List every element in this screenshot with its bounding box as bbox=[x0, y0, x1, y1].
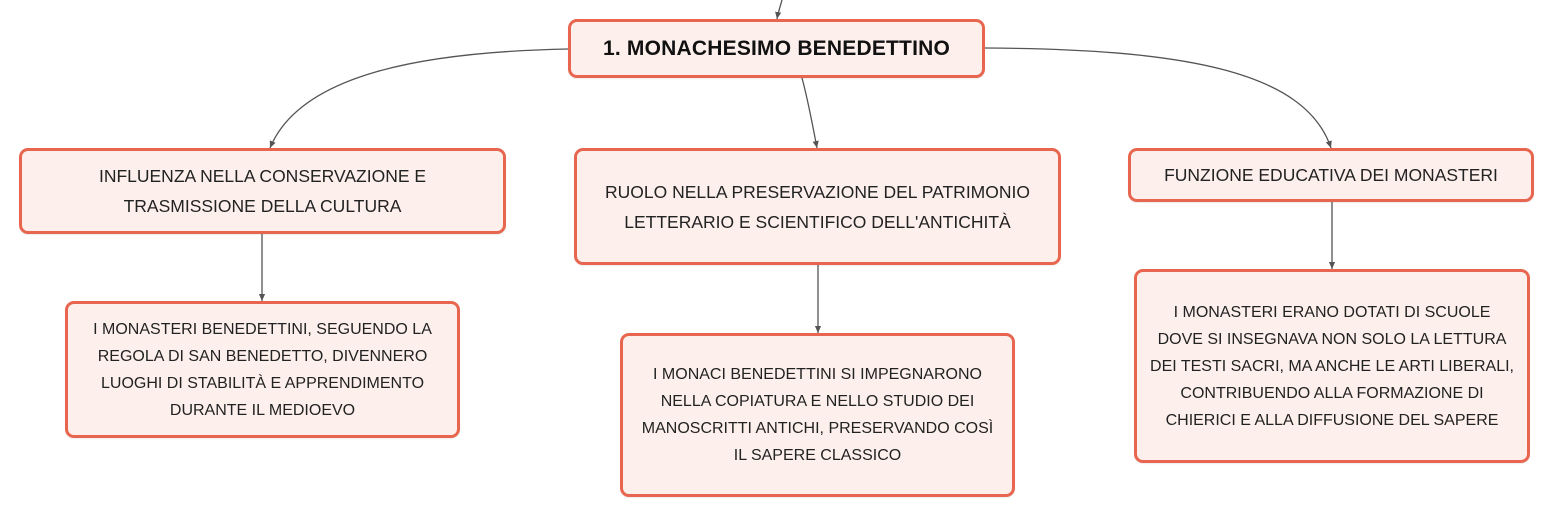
detail-text-line: MANOSCRITTI ANTICHI, PRESERVANDO COSÌ bbox=[641, 420, 994, 437]
connector-root-to-branch-2 bbox=[802, 78, 817, 148]
detail-text-line: LUOGHI DI STABILITÀ E APPRENDIMENTO bbox=[100, 374, 425, 392]
branch-label-line: RUOLO NELLA PRESERVAZIONE DEL PATRIMONIO bbox=[605, 181, 1030, 202]
branch-label-line: LETTERARIO E SCIENTIFICO DELL'ANTICHITÀ bbox=[624, 211, 1011, 232]
detail-text-line: CONTRIBUENDO ALLA FORMAZIONE DI bbox=[1180, 384, 1484, 402]
detail-text-line: IL SAPERE CLASSICO bbox=[733, 447, 902, 464]
branch-node-conservazione[interactable] bbox=[19, 148, 506, 234]
detail-text-line: DEI TESTI SACRI, MA ANCHE LE ARTI LIBERALI, bbox=[1150, 357, 1514, 375]
detail-text-line: DURANTE IL MEDIOEVO bbox=[169, 401, 356, 419]
connector-root-to-branch-3 bbox=[985, 48, 1331, 148]
detail-text-line: DOVE SI INSEGNAVA NON SOLO LA LETTURA bbox=[1157, 330, 1507, 348]
detail-node-monaci-benedettini[interactable] bbox=[620, 333, 1015, 497]
detail-text-line: CHIERICI E ALLA DIFFUSIONE DEL SAPERE bbox=[1165, 411, 1499, 429]
branch-label-line: TRASMISSIONE DELLA CULTURA bbox=[123, 196, 402, 216]
detail-text-line: I MONASTERI BENEDETTINI, SEGUENDO LA bbox=[93, 320, 432, 338]
detail-text-line: NELLA COPIATURA E NELLO STUDIO DEI bbox=[660, 393, 975, 410]
detail-text-line: I MONACI BENEDETTINI SI IMPEGNARONO bbox=[653, 366, 982, 383]
root-topic-label: 1. MONACHESIMO BENEDETTINO bbox=[602, 36, 951, 60]
connector-parent-to-root bbox=[777, 0, 782, 19]
branch-label-line: FUNZIONE EDUCATIVA DEI MONASTERI bbox=[1164, 165, 1498, 185]
root-topic-node[interactable] bbox=[568, 19, 985, 78]
detail-text-line: I MONASTERI ERANO DOTATI DI SCUOLE bbox=[1173, 303, 1491, 321]
branch-node-preservazione[interactable] bbox=[574, 148, 1061, 265]
detail-text-line: REGOLA DI SAN BENEDETTO, DIVENNERO bbox=[97, 347, 428, 365]
branch-node-funzione-educativa[interactable] bbox=[1128, 148, 1534, 202]
branch-label-line: INFLUENZA NELLA CONSERVAZIONE E bbox=[98, 166, 427, 186]
detail-node-scuole-monasteri[interactable] bbox=[1134, 269, 1530, 463]
detail-node-monasteri-benedettini[interactable] bbox=[65, 301, 460, 438]
connector-root-to-branch-1 bbox=[270, 49, 568, 148]
